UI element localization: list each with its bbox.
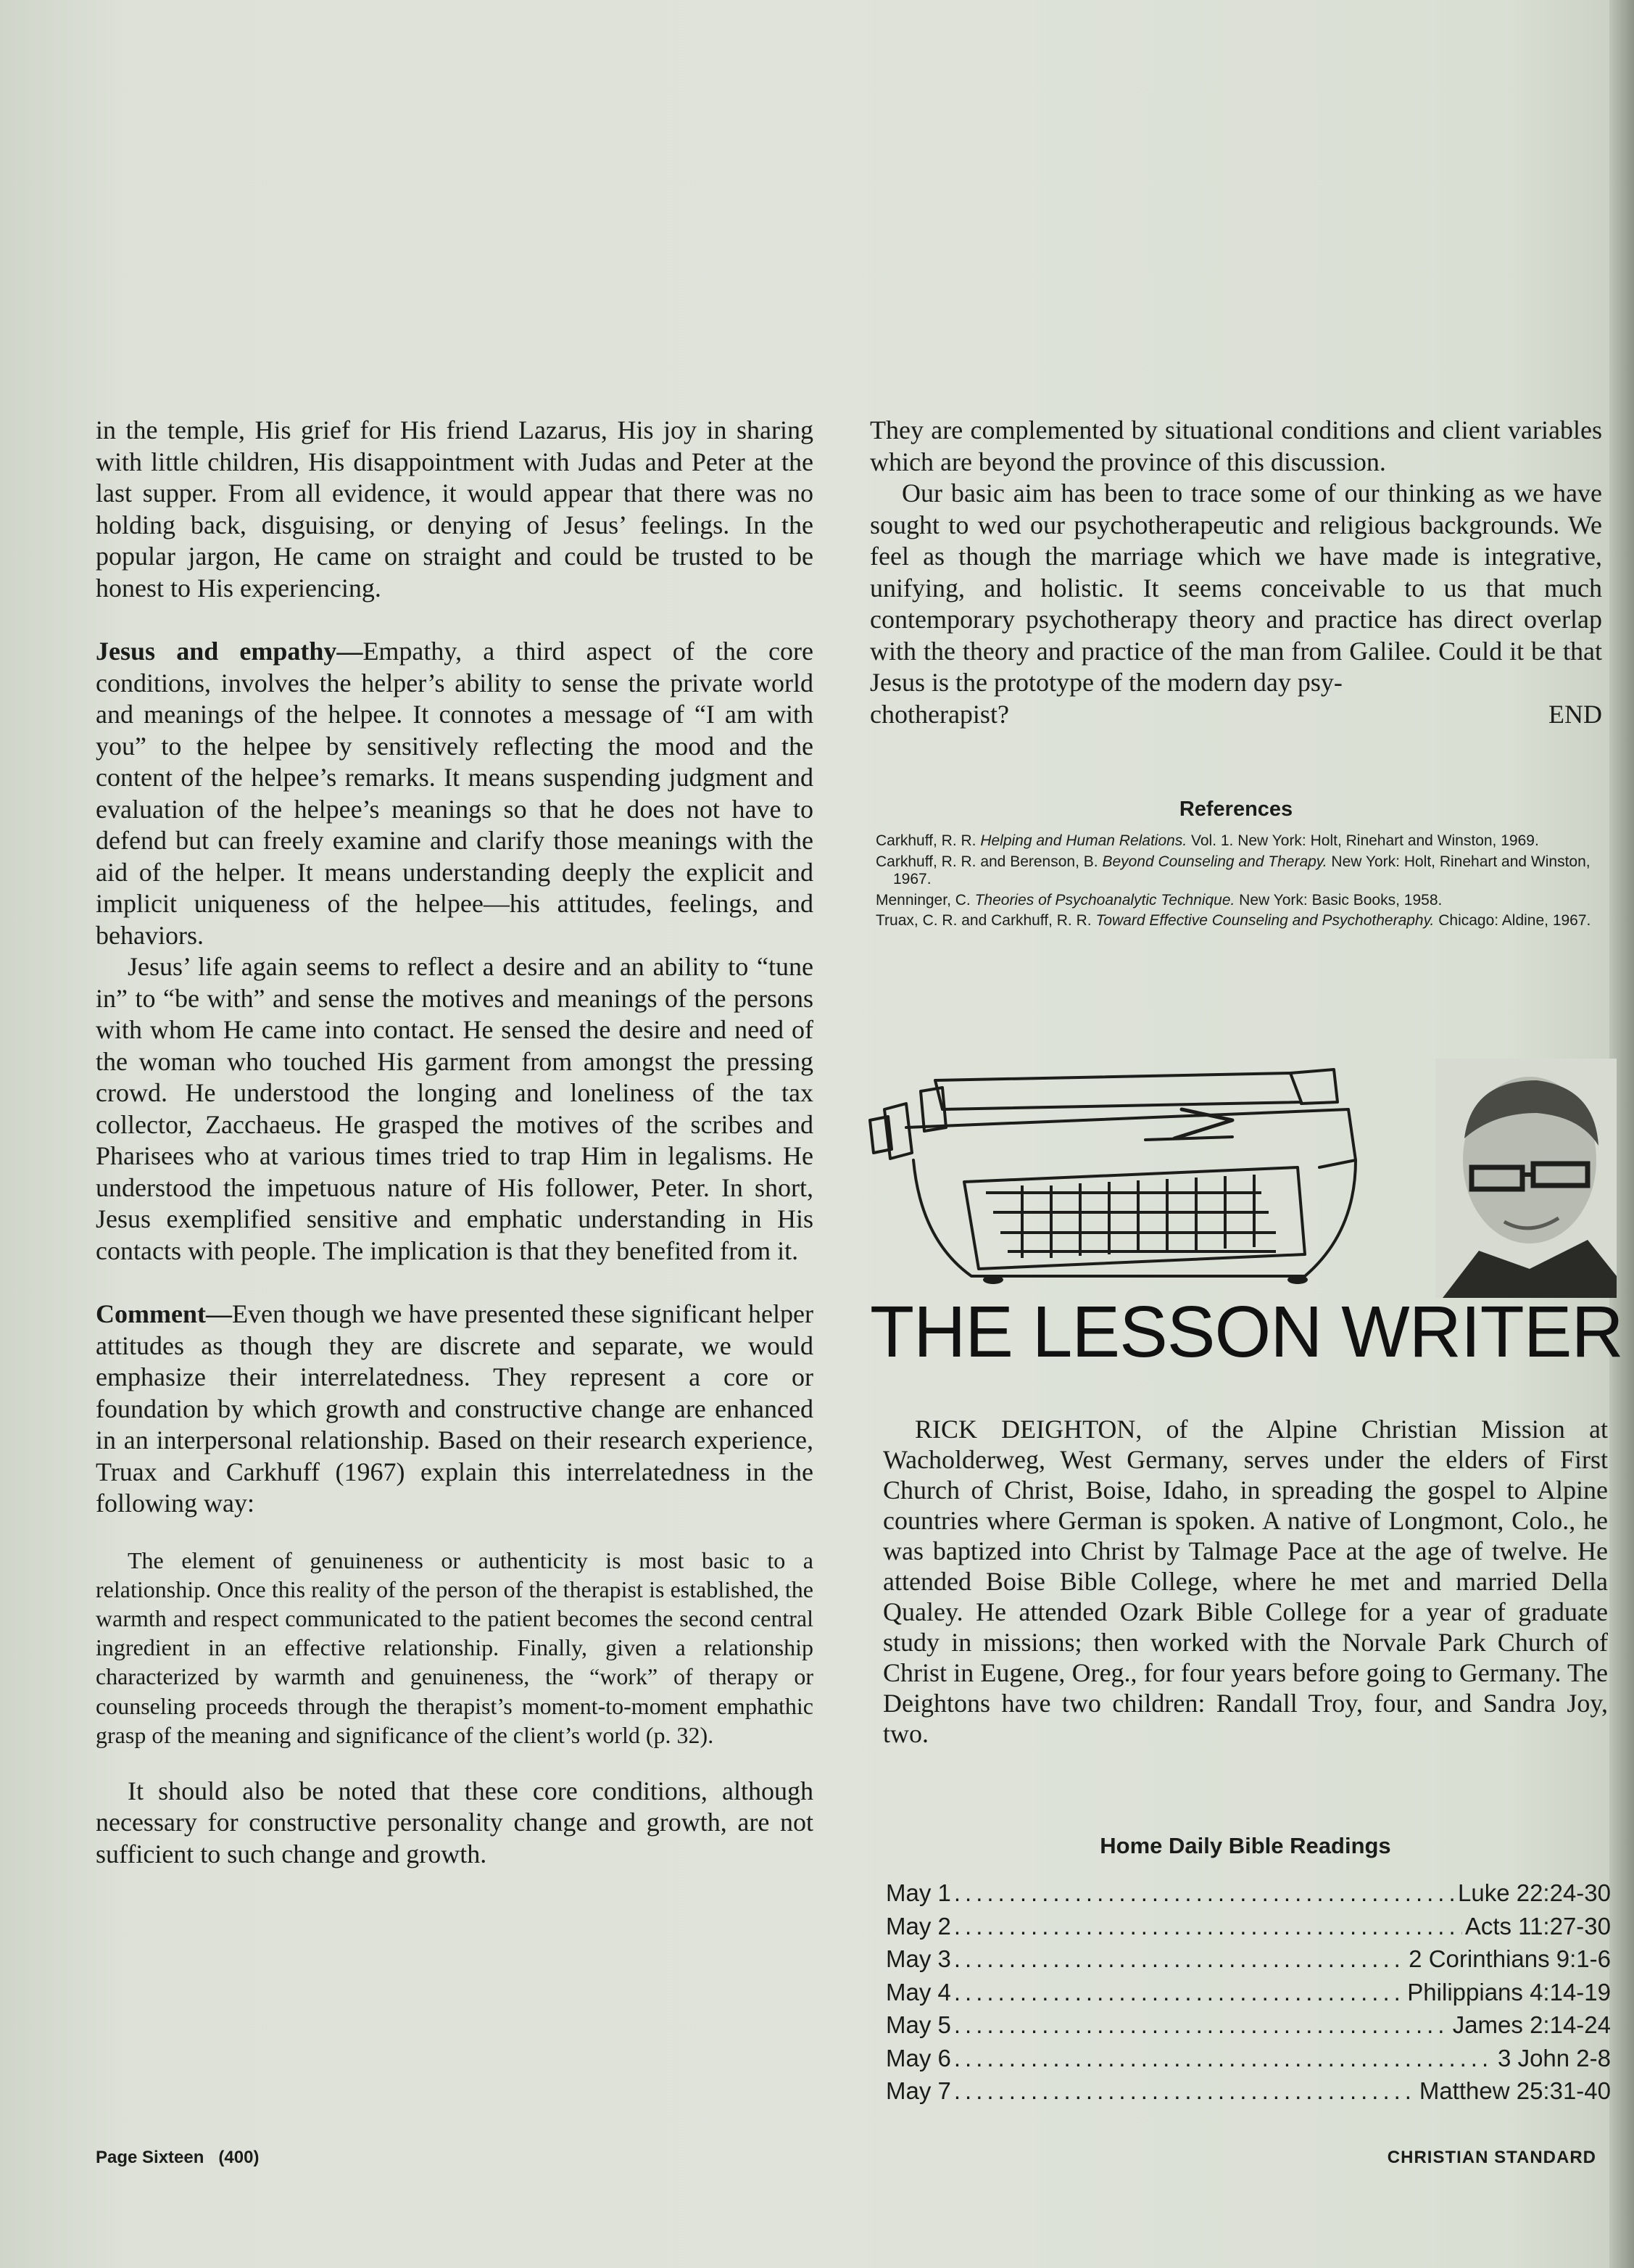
section-heading: Jesus and empathy— xyxy=(96,637,363,666)
references-list xyxy=(876,832,1622,933)
reference-item: Menninger, C. Theories of Psychoanalytic Technique. New York: Basic Books, 1958. xyxy=(876,891,1443,909)
left-column xyxy=(96,415,813,1870)
lesson-writer-heading: THE LESSON WRITER xyxy=(870,1291,1623,1373)
paragraph: Our basic aim has been to trace some of our thinking as we have sought to wed our psychotherapeutic and religious backgrounds. We feel as though the marriage which we have made is integrative, unifying, and holistic. It seems conceivable to us that much contemporary psychotherapy theory and practice has direct overlap with the theory and practice of the man from Galilee. Could it be that Jesus is the prototype of the modern day psy- xyxy=(870,479,1602,697)
reference-item: Truax, C. R. and Carkhuff, R. R. Toward Effective Counseling and Psychotheraphy. Chicago: Aldine, 1967. xyxy=(876,912,1591,929)
reading-row: May 7 ..... Matthew 25:31-40 xyxy=(886,2077,1611,2111)
author-bio xyxy=(883,1414,1608,1749)
end-mark: END xyxy=(1548,699,1602,729)
right-column-top xyxy=(870,415,1602,730)
footer-publication-name: CHRISTIAN STANDARD xyxy=(1387,2148,1596,2167)
paragraph: in the temple, His grief for His friend Lazarus, His joy in sharing with little children, His disappointment with Judas and Peter at the last supper. From all evidence, it would appear that there was no holding back, disguising, or denying of Jesus’ feelings. In the popular jargon, He came on straight and could be trusted to be honest to His experiencing. xyxy=(96,415,813,603)
section-heading: Comment— xyxy=(96,1299,232,1328)
readings-heading: Home Daily Bible Readings xyxy=(1100,1833,1391,1858)
paragraph: They are complemented by situational conditions and client variables which are beyond the province of this discussion. xyxy=(870,415,1602,476)
reading-row: May 6 ..... 3 John 2-8 xyxy=(886,2045,1611,2078)
reading-row: May 4 ..... Philippians 4:14-19 xyxy=(886,1979,1611,2012)
typewriter-keys xyxy=(986,1175,1276,1258)
reading-row: May 2 ..... Acts 11:27-30 xyxy=(886,1913,1611,1946)
footer-page-number: Page Sixteen (400) xyxy=(96,2148,260,2167)
readings-list xyxy=(886,1879,1611,2111)
bio-paragraph: RICK DEIGHTON, of the Alpine Christian Mission at Wacholderweg, West Germany, serves under the elders of First Church of Christ, Boise, Idaho, in spreading the gospel to Alpine countries where German is spoken. A native of Longmont, Colo., he was baptized into Christ by Talmage Pace at the age of twelve. He attended Boise Bible College, where he met and married Della Qualey. He attended Ozark Bible College for a year of graduate study in missions; then worked with the Norvale Park Church of Christ in Eugene, Oreg., for four years before going to Germany. The Deightons have two children: Randall Troy, four, and Sandra Joy, two. xyxy=(883,1415,1608,1748)
paragraph-last-line: chotherapist? xyxy=(870,699,1009,729)
references-heading: References xyxy=(1179,798,1293,821)
paragraph-comment xyxy=(96,1299,813,1520)
reading-row: May 5 ..... James 2:14-24 xyxy=(886,2011,1611,2045)
typewriter-illustration xyxy=(855,1059,1406,1298)
reading-row: May 3 ..... 2 Corinthians 9:1-6 xyxy=(886,1945,1611,1979)
paragraph: It should also be noted that these core conditions, although necessary for constructive personality change and growth, are not sufficient to such change and growth. xyxy=(96,1776,813,1868)
block-quote: The element of genuineness or authenticity is most basic to a relationship. Once this reality of the person of the therapist is established, the warmth and respect communicated to the patient becomes the second central ingredient in an effective relationship. Finally, given a relationship characterized by warmth and genuineness, the “work” of therapy or counseling proceeds through the therapist’s moment-to-moment emphathic grasp of the meaning and significance of the client’s world (p. 32). xyxy=(96,1547,813,1748)
paragraph-text: Even though we have presented these significant helper attitudes as though they are discrete and separate, we would emphasize their interrelatedness. They represent a core or foundation by which growth and constructive change are enhanced in an interpersonal relationship. Based on their research experience, Truax and Carkhuff (1967) explain this interrelatedness in the following way: xyxy=(96,1299,813,1518)
reading-row: May 1 ..... Luke 22:24-30 xyxy=(886,1879,1611,1913)
reference-item: Carkhuff, R. R. Helping and Human Relations. Vol. 1. New York: Holt, Rinehart and Winston, 1969. xyxy=(876,832,1539,849)
paragraph-text: Empathy, a third aspect of the core conditions, involves the helper’s ability to sense the private world and meanings of the helpee. It connotes a message of “I am with you” to the helpee by sensitively reflecting the mood and the content of the helpee’s remarks. It means suspending judgment and evaluation of the helpee’s meanings so that he does not have to defend but can freely examine and clarify those meanings with the aid of the helper. It means understanding deeply the explicit and implicit uniqueness of the helpee—his attitudes, feelings, and behaviors. xyxy=(96,637,814,950)
reference-item: Carkhuff, R. R. and Berenson, B. Beyond Counseling and Therapy. New York: Holt, Rinehart and Winston, 1967. xyxy=(876,853,1591,887)
author-portrait-photo xyxy=(1435,1059,1617,1298)
paragraph: Jesus’ life again seems to reflect a desire and an ability to “tune in” to “be with” and sense the motives and meanings of the persons with whom He came into contact. He sensed the desire and need of the woman who touched His garment from amongst the pressing crowd. He understood the longing and loneliness of the tax collector, Zacchaeus. He grasped the motives of the scribes and Pharisees who at various times tried to trap Him in legalisms. He understood the impetuous nature of His follower, Peter. In short, Jesus exemplified sensitive and emphatic understanding in His contacts with people. The implication is that they benefited from it. xyxy=(96,952,813,1265)
paragraph-empathy xyxy=(96,636,813,951)
